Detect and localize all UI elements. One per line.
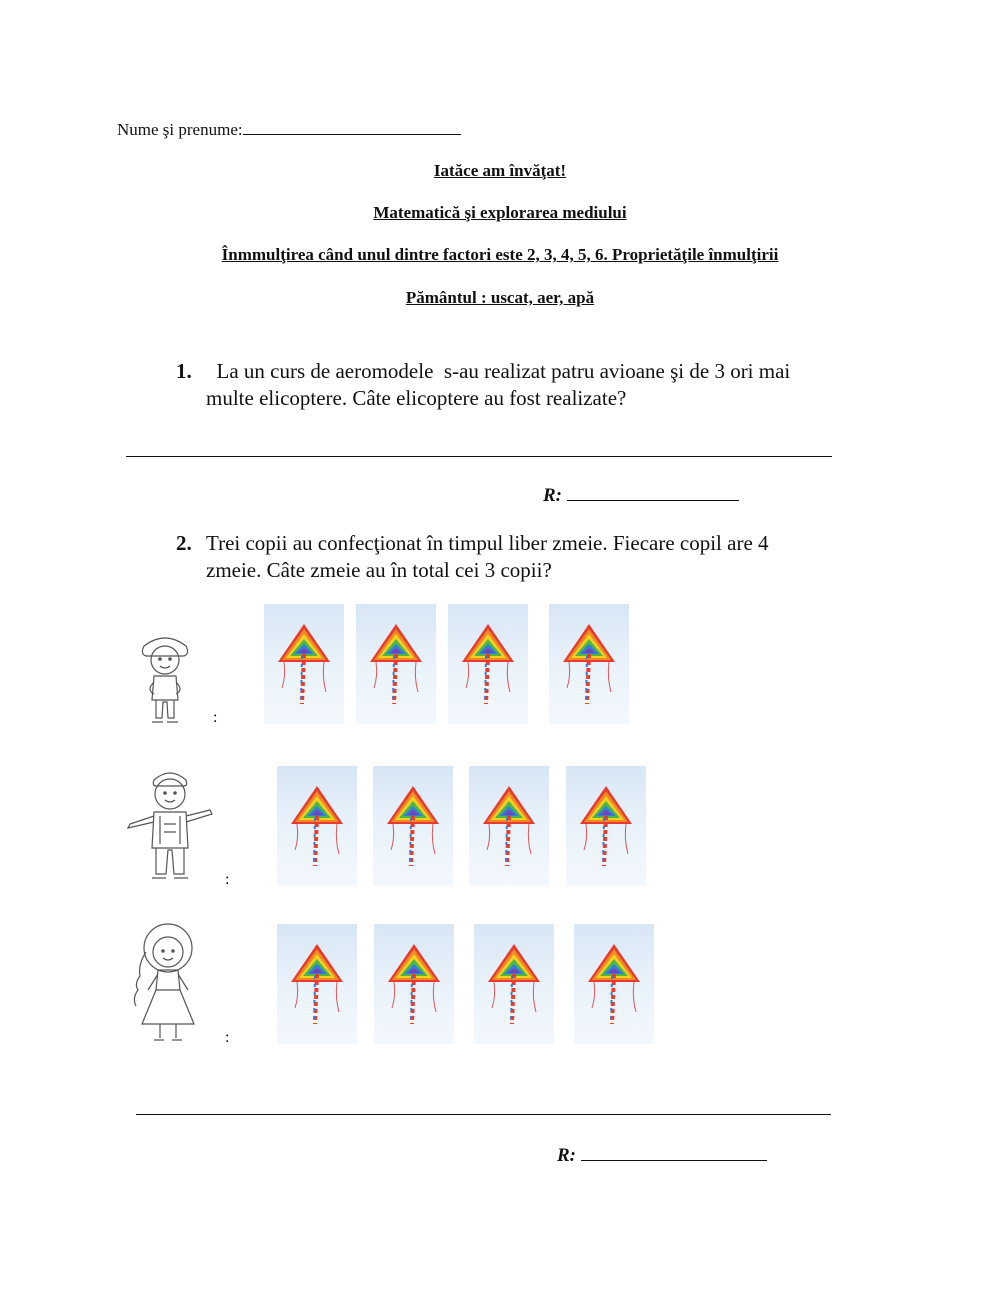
question-number: 1. — [176, 359, 192, 383]
colon-separator: : — [213, 709, 218, 726]
boy-icon — [130, 632, 200, 727]
kite-card — [277, 924, 357, 1044]
answer-blank[interactable] — [581, 1144, 767, 1161]
kite-card — [474, 924, 554, 1044]
rainbow-kite-icon — [356, 604, 436, 724]
rainbow-kite-icon — [277, 766, 357, 886]
kite-card — [469, 766, 549, 886]
rainbow-kite-icon — [574, 924, 654, 1044]
heading-subject: Matematică şi explorarea mediului — [373, 203, 627, 222]
kite-card — [549, 604, 629, 724]
question-number: 2. — [176, 531, 192, 555]
colon-separator: : — [225, 1029, 230, 1046]
kite-card — [356, 604, 436, 724]
colon-separator: : — [225, 871, 230, 888]
kite-card — [566, 766, 646, 886]
heading-title: Iatăce am învăţat! — [433, 161, 567, 180]
question-2 — [176, 530, 876, 584]
heading-subtopic: Pământul : uscat, aer, apă — [405, 288, 595, 307]
name-label: Nume şi prenume: — [117, 120, 243, 139]
girl-icon — [126, 914, 202, 1046]
rainbow-kite-icon — [374, 924, 454, 1044]
question-1 — [176, 358, 876, 412]
heading-topic: Înmmulţirea când unul dintre factori este 2, 3, 4, 5, 6. Proprietăţile înmulţirii — [221, 245, 779, 264]
rainbow-kite-icon — [277, 924, 357, 1044]
rainbow-kite-icon — [448, 604, 528, 724]
answer-row-2 — [557, 1144, 767, 1167]
kite-card — [448, 604, 528, 724]
name-field — [117, 118, 461, 140]
rainbow-kite-icon — [264, 604, 344, 724]
work-line[interactable] — [136, 1114, 831, 1115]
kite-card — [373, 766, 453, 886]
work-line[interactable] — [126, 456, 832, 457]
answer-label: R: — [557, 1145, 576, 1166]
kite-card — [574, 924, 654, 1044]
rainbow-kite-icon — [474, 924, 554, 1044]
question-text-line2: multe elicoptere. Câte elicoptere au fost realizate? — [206, 386, 627, 410]
question-text-line1: La un curs de aeromodele s-au realizat patru avioane şi de 3 ori mai — [206, 359, 791, 383]
kite-card — [277, 766, 357, 886]
kite-card — [264, 604, 344, 724]
rainbow-kite-icon — [566, 766, 646, 886]
kite-card — [374, 924, 454, 1044]
rainbow-kite-icon — [469, 766, 549, 886]
boy-costume-icon — [124, 764, 216, 884]
answer-label: R: — [543, 485, 562, 506]
question-text-line2: zmeie. Câte zmeie au în total cei 3 copii? — [206, 558, 552, 582]
rainbow-kite-icon — [549, 604, 629, 724]
rainbow-kite-icon — [373, 766, 453, 886]
answer-row-1 — [543, 484, 739, 507]
name-blank[interactable] — [243, 118, 461, 135]
answer-blank[interactable] — [567, 484, 739, 501]
question-text-line1: Trei copii au confecţionat în timpul liber zmeie. Fiecare copil are 4 — [206, 531, 769, 555]
